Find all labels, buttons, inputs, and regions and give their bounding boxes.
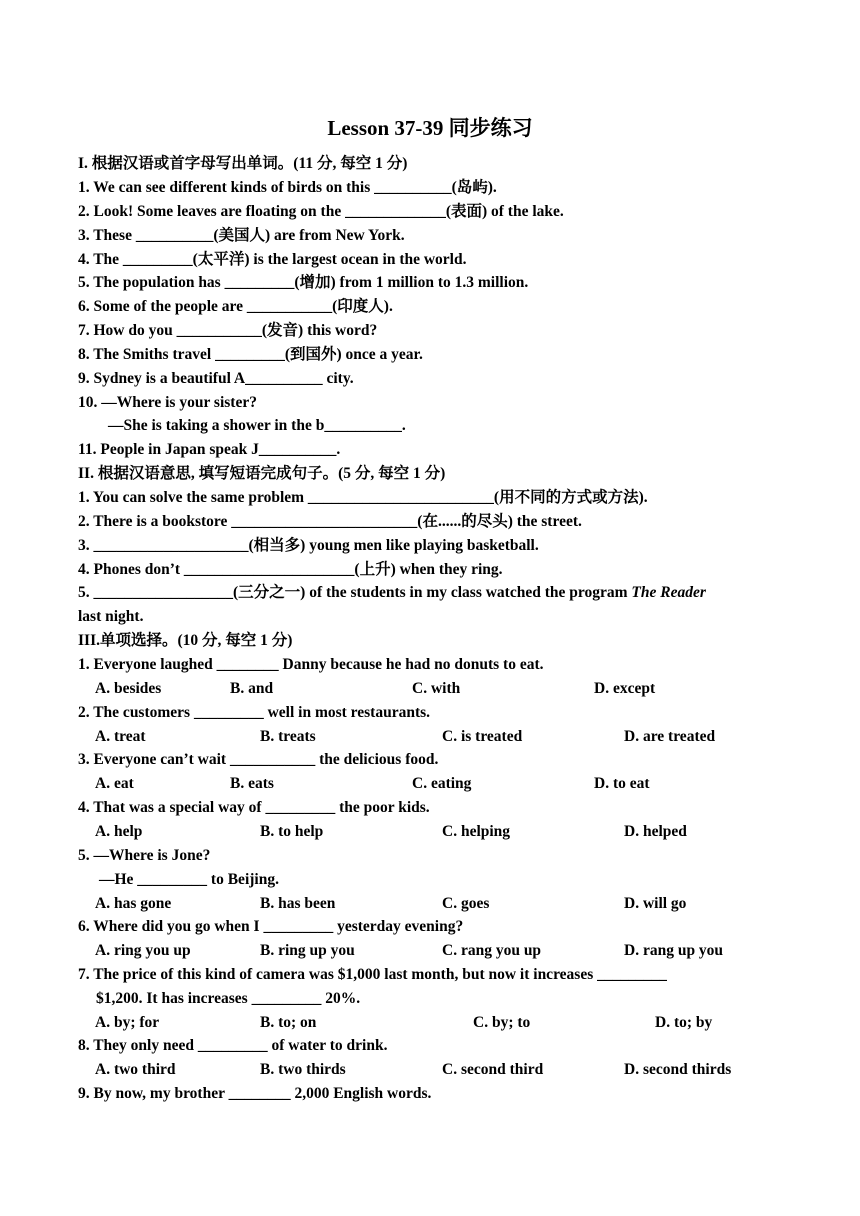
s2-item-1: 1. You can solve the same problem ________________________(用不同的方式或方法). [78, 489, 648, 506]
q1-option-d: D. except [594, 680, 656, 697]
q6-option-c: C. rang you up [442, 942, 542, 959]
q1-option-b: B. and [230, 680, 274, 697]
q5-stem-reply: —He _________ to Beijing. [99, 871, 279, 888]
q7-option-d: D. to; by [655, 1014, 713, 1031]
q3-stem: 3. Everyone can’t wait ___________ the delicious food. [78, 751, 439, 768]
q1-stem: 1. Everyone laughed ________ Danny because he had no donuts to eat. [78, 656, 544, 673]
s2-item-5-text: 5. __________________(三分之一) of the students in my class watched the program [78, 584, 632, 601]
q3-option-b: B. eats [230, 775, 274, 792]
q7-option-b: B. to; on [260, 1014, 317, 1031]
s1-item-9: 9. Sydney is a beautiful A__________ city. [78, 370, 354, 387]
q7-stem-cont: $1,200. It has increases _________ 20%. [96, 990, 361, 1007]
s1-item-6: 6. Some of the people are ___________(印度人). [78, 298, 393, 315]
q2-option-c: C. is treated [442, 728, 523, 745]
s1-item-11: 11. People in Japan speak J__________. [78, 441, 341, 458]
section1-heading: I. 根据汉语或首字母写出单词。(11 分, 每空 1 分) [78, 155, 408, 172]
q7-option-c: C. by; to [473, 1014, 531, 1031]
q5-stem: 5. —Where is Jone? [78, 847, 211, 864]
s2-item-3: 3. ____________________(相当多) young men like playing basketball. [78, 537, 539, 554]
q2-option-a: A. treat [95, 728, 146, 745]
q2-option-d: D. are treated [624, 728, 716, 745]
q7-stem: 7. The price of this kind of camera was $1,000 last month, but now it increases _________ [78, 966, 667, 983]
s2-item-4: 4. Phones don’t ______________________(上升) when they ring. [78, 561, 503, 578]
q6-option-d: D. rang up you [624, 942, 724, 959]
s1-item-5: 5. The population has _________(增加) from 1 million to 1.3 million. [78, 274, 529, 291]
s1-item-3: 3. These __________(美国人) are from New York. [78, 227, 405, 244]
q5-option-d: D. will go [624, 895, 687, 912]
page-title: Lesson 37-39 同步练习 [327, 116, 533, 140]
q4-stem: 4. That was a special way of _________ the poor kids. [78, 799, 430, 816]
s1-item-7: 7. How do you ___________(发音) this word? [78, 322, 378, 339]
s1-item-4: 4. The _________(太平洋) is the largest ocean in the world. [78, 251, 467, 268]
q4-option-d: D. helped [624, 823, 687, 840]
s1-item-1: 1. We can see different kinds of birds on this __________(岛屿). [78, 179, 497, 196]
q2-stem: 2. The customers _________ well in most restaurants. [78, 704, 431, 721]
s1-item-2: 2. Look! Some leaves are floating on the _____________(表面) of the lake. [78, 203, 564, 220]
q3-option-a: A. eat [95, 775, 134, 792]
q3-option-c: C. eating [412, 775, 472, 792]
q6-option-b: B. ring up you [260, 942, 355, 959]
q6-option-a: A. ring you up [95, 942, 191, 959]
q9-stem: 9. By now, my brother ________ 2,000 English words. [78, 1085, 432, 1102]
q4-option-b: B. to help [260, 823, 324, 840]
q5-option-b: B. has been [260, 895, 336, 912]
q8-option-b: B. two thirds [260, 1061, 346, 1078]
q5-option-c: C. goes [442, 895, 490, 912]
q8-option-c: C. second third [442, 1061, 544, 1078]
q8-stem: 8. They only need _________ of water to drink. [78, 1037, 388, 1054]
s2-item-2: 2. There is a bookstore ________________________(在......的尽头) the street. [78, 513, 582, 530]
s1-item-10: 10. —Where is your sister? [78, 394, 257, 411]
q3-option-d: D. to eat [594, 775, 650, 792]
section3-heading: III.单项选择。(10 分, 每空 1 分) [78, 632, 293, 649]
q7-option-a: A. by; for [95, 1014, 160, 1031]
q1-option-c: C. with [412, 680, 461, 697]
section2-heading: II. 根据汉语意思, 填写短语完成句子。(5 分, 每空 1 分) [78, 465, 446, 482]
s1-item-10-reply: —She is taking a shower in the b__________. [108, 417, 406, 434]
program-title: The Reader [631, 584, 706, 601]
s2-item-5 [78, 583, 706, 603]
q5-option-a: A. has gone [95, 895, 172, 912]
s2-item-5-cont: last night. [78, 608, 144, 625]
q4-option-a: A. help [95, 823, 143, 840]
q8-option-a: A. two third [95, 1061, 176, 1078]
q4-option-c: C. helping [442, 823, 511, 840]
q6-stem: 6. Where did you go when I _________ yesterday evening? [78, 918, 464, 935]
s1-item-8: 8. The Smiths travel _________(到国外) once a year. [78, 346, 423, 363]
q2-option-b: B. treats [260, 728, 316, 745]
q8-option-d: D. second thirds [624, 1061, 732, 1078]
q1-option-a: A. besides [95, 680, 162, 697]
